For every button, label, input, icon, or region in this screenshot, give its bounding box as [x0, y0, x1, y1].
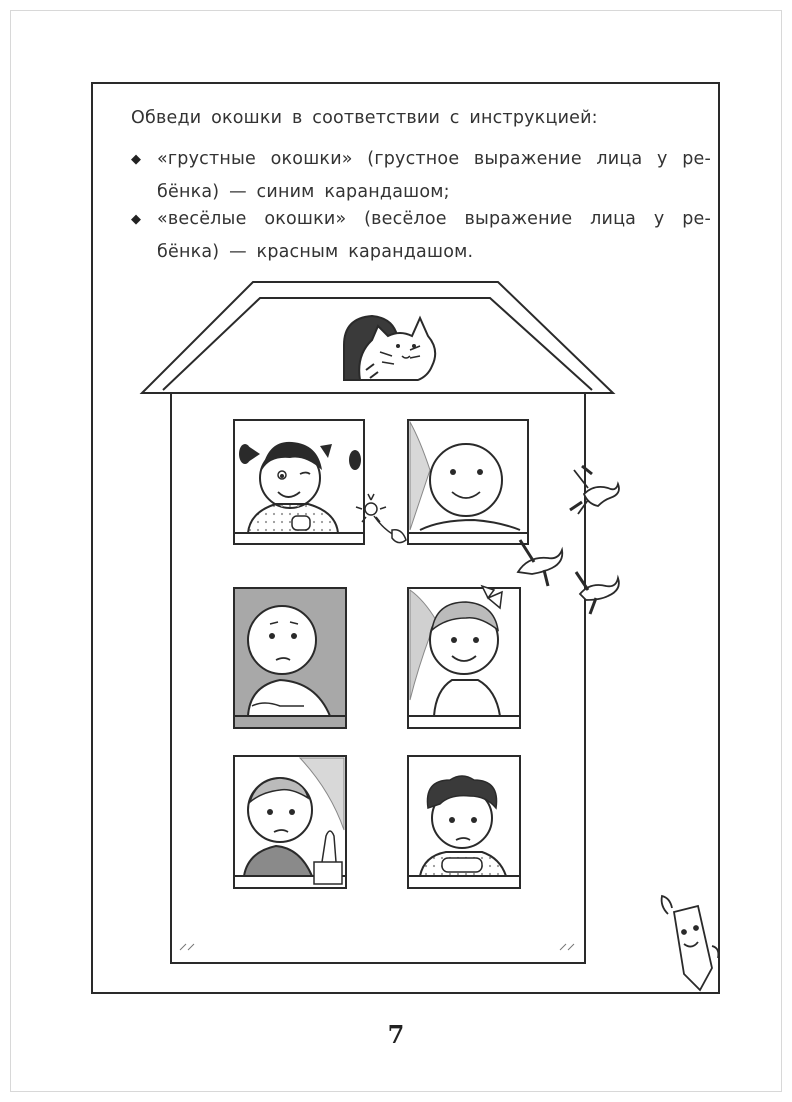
diamond-bullet-icon: ◆	[131, 152, 142, 167]
page-number: 7	[387, 1020, 405, 1049]
instruction-heading: Обведи окошки в соответствии с инструкцией:	[131, 108, 598, 128]
window-middle-left	[234, 588, 346, 728]
window-middle-right	[408, 586, 520, 728]
window-bottom-right	[408, 756, 520, 888]
attic-cat	[344, 316, 435, 380]
bullet-text: «грустные окошки» (грустное выражение лица у ре-бёнка) — синим карандашом;	[157, 149, 711, 202]
house-body	[142, 282, 613, 963]
window-bottom-left	[234, 756, 346, 888]
window-top-left	[234, 420, 364, 544]
pencil-mascot-icon	[662, 896, 719, 990]
bullet-text: «весёлые окошки» (весёлое выражение лица у ре-бёнка) — красным карандашом.	[157, 209, 711, 262]
diamond-bullet-icon: ◆	[131, 212, 142, 227]
